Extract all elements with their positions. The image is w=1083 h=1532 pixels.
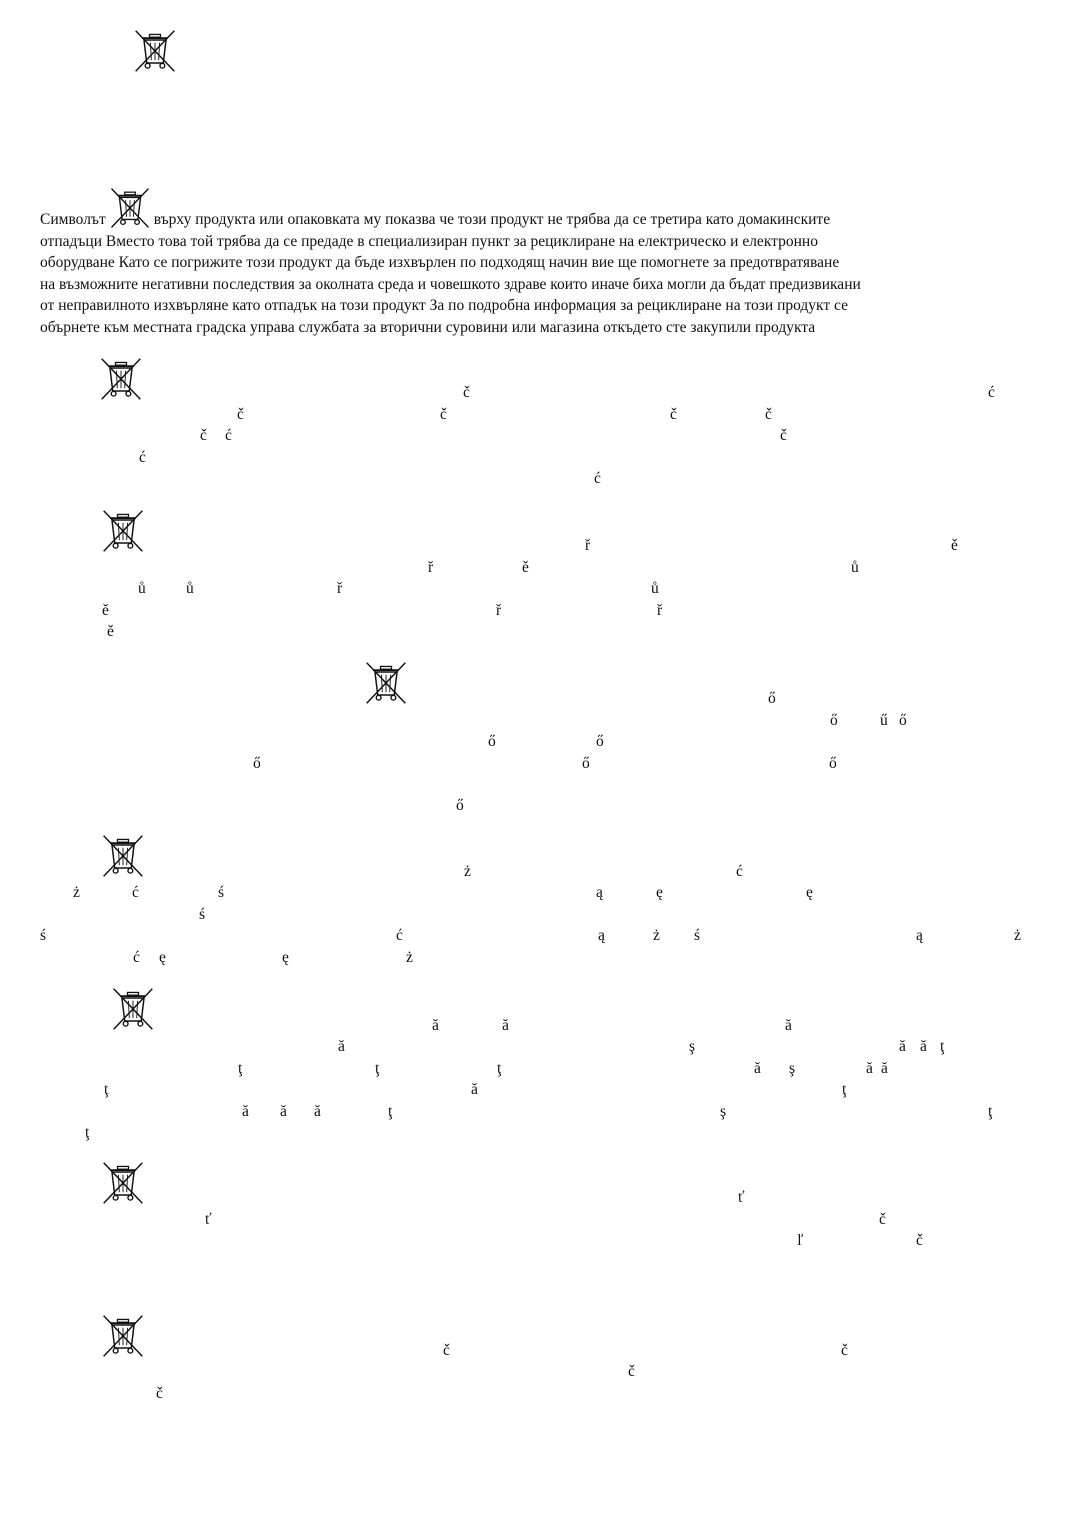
diacritic-fragment: č <box>670 406 677 423</box>
diacritic-fragment: č <box>879 1211 886 1228</box>
diacritic-fragment: ő <box>596 733 604 750</box>
weee-crossed-bin-icon <box>100 1313 146 1359</box>
diacritic-fragment: ő <box>899 712 907 729</box>
diacritic-fragment: ś <box>694 927 701 944</box>
diacritic-fragment: ă <box>471 1081 478 1098</box>
diacritic-fragment: ć <box>396 927 403 944</box>
paragraph-line: отпадъци Вместо това той трябва да се предаде в специализиран пункт за рециклиране на електрическо и електронно <box>40 232 818 250</box>
diacritic-fragment: ů <box>138 580 146 597</box>
diacritic-fragment: ż <box>73 884 80 901</box>
weee-crossed-bin-icon <box>108 186 152 230</box>
diacritic-fragment: ć <box>988 384 995 401</box>
diacritic-fragment: ă <box>314 1103 321 1120</box>
diacritic-fragment: ă <box>785 1017 792 1034</box>
diacritic-fragment: ż <box>464 863 471 880</box>
diacritic-fragment: č <box>463 384 470 401</box>
diacritic-fragment: č <box>237 406 244 423</box>
diacritic-fragment: č <box>440 406 447 423</box>
diacritic-fragment: ř <box>657 602 663 619</box>
weee-crossed-bin-icon <box>100 833 146 879</box>
diacritic-fragment: ś <box>40 927 47 944</box>
diacritic-fragment: ő <box>768 690 776 707</box>
diacritic-fragment: ő <box>456 797 464 814</box>
diacritic-fragment: ă <box>432 1017 439 1034</box>
diacritic-fragment: ţ <box>940 1038 945 1055</box>
diacritic-fragment: ć <box>139 449 146 466</box>
diacritic-fragment: ů <box>651 580 659 597</box>
diacritic-fragment: ă <box>754 1060 761 1077</box>
diacritic-fragment: ă <box>338 1038 345 1055</box>
diacritic-fragment: ť <box>738 1189 745 1206</box>
diacritic-fragment: ă <box>881 1060 888 1077</box>
diacritic-fragment: ą <box>598 927 605 944</box>
diacritic-fragment: ą <box>596 884 603 901</box>
diacritic-fragment: ę <box>656 884 663 901</box>
diacritic-fragment: ş <box>720 1103 727 1120</box>
diacritic-fragment: č <box>156 1385 163 1402</box>
diacritic-fragment: ţ <box>85 1124 90 1141</box>
diacritic-fragment: ă <box>866 1060 873 1077</box>
weee-crossed-bin-icon <box>363 660 409 706</box>
diacritic-fragment: ţ <box>104 1081 109 1098</box>
diacritic-fragment: ă <box>920 1038 927 1055</box>
diacritic-fragment: ă <box>242 1103 249 1120</box>
diacritic-fragment: ż <box>406 949 413 966</box>
diacritic-fragment: ę <box>159 949 166 966</box>
diacritic-fragment: ć <box>132 884 139 901</box>
diacritic-fragment: ě <box>102 602 109 619</box>
diacritic-fragment: ę <box>806 884 813 901</box>
paragraph-line: оборудване Като се погрижите този продукт да бъде изхвърлен по подходящ начин вие ще помогнете за предотвратяване <box>40 254 840 271</box>
diacritic-fragment: ţ <box>842 1081 847 1098</box>
diacritic-fragment: ţ <box>238 1060 243 1077</box>
weee-crossed-bin-icon <box>132 28 178 74</box>
diacritic-fragment: ć <box>225 427 232 444</box>
diacritic-fragment: ř <box>496 602 502 619</box>
diacritic-fragment: č <box>780 427 787 444</box>
diacritic-fragment: ţ <box>988 1103 993 1120</box>
diacritic-fragment: ć <box>594 470 601 487</box>
diacritic-fragment: č <box>841 1342 848 1359</box>
diacritic-fragment: ć <box>133 949 140 966</box>
diacritic-fragment: ś <box>218 884 225 901</box>
diacritic-fragment: ţ <box>375 1060 380 1077</box>
diacritic-fragment: ą <box>916 927 923 944</box>
diacritic-fragment: ş <box>689 1038 696 1055</box>
diacritic-fragment: ř <box>428 559 434 576</box>
diacritic-fragment: ě <box>522 559 529 576</box>
diacritic-fragment: ő <box>582 755 590 772</box>
weee-crossed-bin-icon <box>100 508 146 554</box>
paragraph-line: Символът върху продукта или опаковката му показва че този продукт не трябва да се третира като домакинските <box>40 209 1050 231</box>
diacritic-fragment: ő <box>830 712 838 729</box>
diacritic-fragment: ś <box>199 906 206 923</box>
diacritic-fragment: ţ <box>388 1103 393 1120</box>
diacritic-fragment: ř <box>585 537 591 554</box>
diacritic-fragment: ă <box>502 1017 509 1034</box>
diacritic-fragment: ě <box>951 537 958 554</box>
diacritic-fragment: č <box>628 1363 635 1380</box>
diacritic-fragment: ű <box>880 712 888 729</box>
diacritic-fragment: ż <box>1014 927 1021 944</box>
disposal-paragraph-bg <box>40 209 1050 338</box>
paragraph-line: от неправилното изхвърляне като отпадък на този продукт За по подробна информация за рециклиране на този продукт се <box>40 297 848 314</box>
diacritic-fragment: ů <box>186 580 194 597</box>
diacritic-fragment: ş <box>789 1060 796 1077</box>
diacritic-fragment: ř <box>337 580 343 597</box>
weee-crossed-bin-icon <box>100 1160 146 1206</box>
paragraph-line: обърнете към местната градска управа службата за вторични суровини или магазина откъдето сте закупили продукта <box>40 318 816 336</box>
diacritic-fragment: ę <box>282 949 289 966</box>
diacritic-fragment: ţ <box>497 1060 502 1077</box>
diacritic-fragment: ż <box>653 927 660 944</box>
diacritic-fragment: č <box>443 1342 450 1359</box>
diacritic-fragment: ő <box>829 755 837 772</box>
diacritic-fragment: ť <box>205 1211 212 1228</box>
weee-crossed-bin-icon <box>98 356 144 402</box>
diacritic-fragment: č <box>916 1232 923 1249</box>
diacritic-fragment: ă <box>280 1103 287 1120</box>
diacritic-fragment: ć <box>736 863 743 880</box>
diacritic-fragment: ů <box>851 559 859 576</box>
diacritic-fragment: ă <box>899 1038 906 1055</box>
diacritic-fragment: ő <box>253 755 261 772</box>
diacritic-fragment: ě <box>107 623 114 640</box>
paragraph-line: на възможните негативни последствия за околната среда и човешкото здраве които иначе биха могли да бъдат предизвикани <box>40 275 861 293</box>
diacritic-fragment: ľ <box>797 1232 804 1249</box>
diacritic-fragment: č <box>765 406 772 423</box>
diacritic-fragment: č <box>200 427 207 444</box>
weee-crossed-bin-icon <box>110 986 156 1032</box>
diacritic-fragment: ő <box>488 733 496 750</box>
